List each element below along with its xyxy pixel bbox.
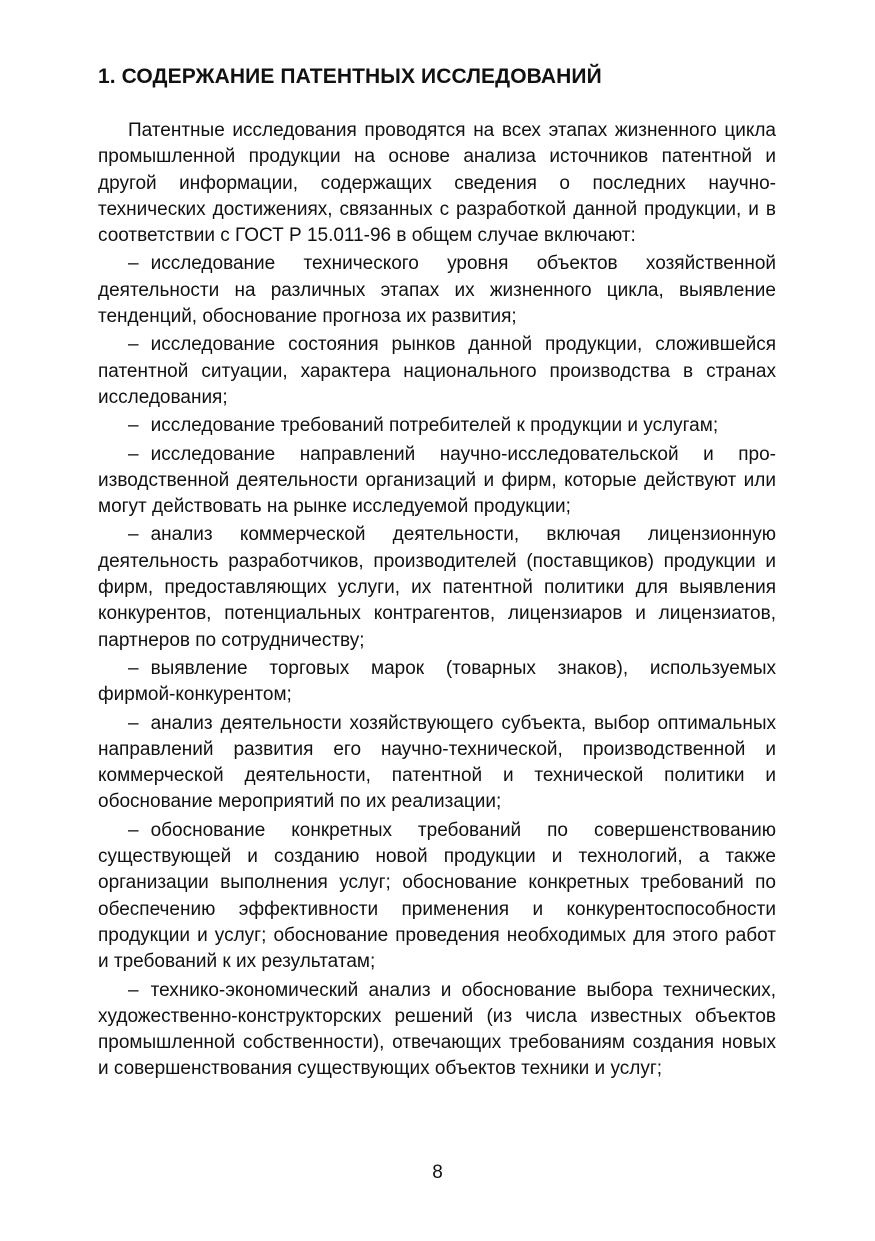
list-item — [98, 818, 776, 976]
list-item-text: технико-экономический анализ и обоснование выбора технических, художественно-конструкторских решений (из числа известных объектов промышленной собственности), отвечающих требованиям создания новых и совершенствования существующих объектов техники и услуг; — [98, 979, 776, 1080]
list-item — [98, 522, 776, 653]
list-item-text: анализ коммерческой деятельности, включая лицензионную деятельность разработчиков, производителей (поставщиков) продукции и фирм, предоставляющих услуги, их патентной политики для выявления конкурентов, потенциальных контрагентов, лицензиаров и лицензиатов, партнеров по сотрудничеству; — [98, 524, 776, 651]
intro-paragraph: Патентные исследования проводятся на всех этапах жизненного цикла промышленной продукции на основе анализа источников патентной и другой информации, содержащих сведения о последних научно-технических достижениях, связанных с разработкой данной продукции, и в соответствии с ГОСТ Р 15.011-96 в общем случае включают: — [98, 120, 776, 247]
dash-marker: – — [128, 657, 139, 679]
page-content — [98, 62, 776, 1083]
dash-marker: – — [128, 712, 139, 734]
list-item — [98, 251, 776, 330]
dash-marker: – — [128, 443, 139, 465]
list-item-text: исследование направлений научно-исследовательской и производственной деятельности организаций и фирм, которые действуют или могут действовать на рынке исследуемой продукции; — [98, 443, 776, 518]
page-number: 8 — [432, 1162, 443, 1183]
list-item-text: выявление торговых марок (товарных знаков), используемых фирмой-конкурентом; — [98, 657, 776, 706]
section-heading: 1. СОДЕРЖАНИЕ ПАТЕНТНЫХ ИССЛЕДОВАНИЙ — [98, 65, 602, 88]
list-item-text: исследование технического уровня объектов хозяйственной деятельности на различных этапах их жизненного цикла, выявление тенденций, обоснование прогноза их развития; — [98, 253, 776, 328]
list-item — [98, 656, 776, 709]
list-item — [98, 332, 776, 411]
list-item-text: исследование требований потребителей к продукции и услугам; — [150, 415, 719, 437]
dash-marker: – — [128, 253, 139, 275]
list-item-text: обоснование конкретных требований по совершенствованию существующей и созданию новой продукции и технологий, а также организации выполнения услуг; обоснование конкретных требований по обеспечению эффективности применения и конкурентоспособности продукции и услуг; обоснование проведения необходимых для этого работ и требований к их результатам; — [98, 819, 776, 973]
list-item — [98, 711, 776, 816]
dash-marker: – — [128, 334, 139, 356]
list-item — [98, 978, 776, 1083]
dash-marker: – — [128, 819, 139, 841]
dash-marker: – — [128, 979, 139, 1001]
list-item-text: анализ деятельности хозяйствующего субъекта, выбор оптимальных направлений развития его научно-технической, производственной и коммерческой деятельности, патентной и технической политики и обоснование мероприятий по их реализации; — [98, 712, 776, 813]
list-item — [98, 413, 776, 439]
requirements-list — [98, 251, 776, 1082]
dash-marker: – — [128, 524, 139, 546]
list-item — [98, 442, 776, 521]
dash-marker: – — [128, 415, 139, 437]
list-item-text: исследование состояния рынков данной продукции, сложившейся патентной ситуации, характера национального производства в странах исследования; — [98, 334, 776, 408]
